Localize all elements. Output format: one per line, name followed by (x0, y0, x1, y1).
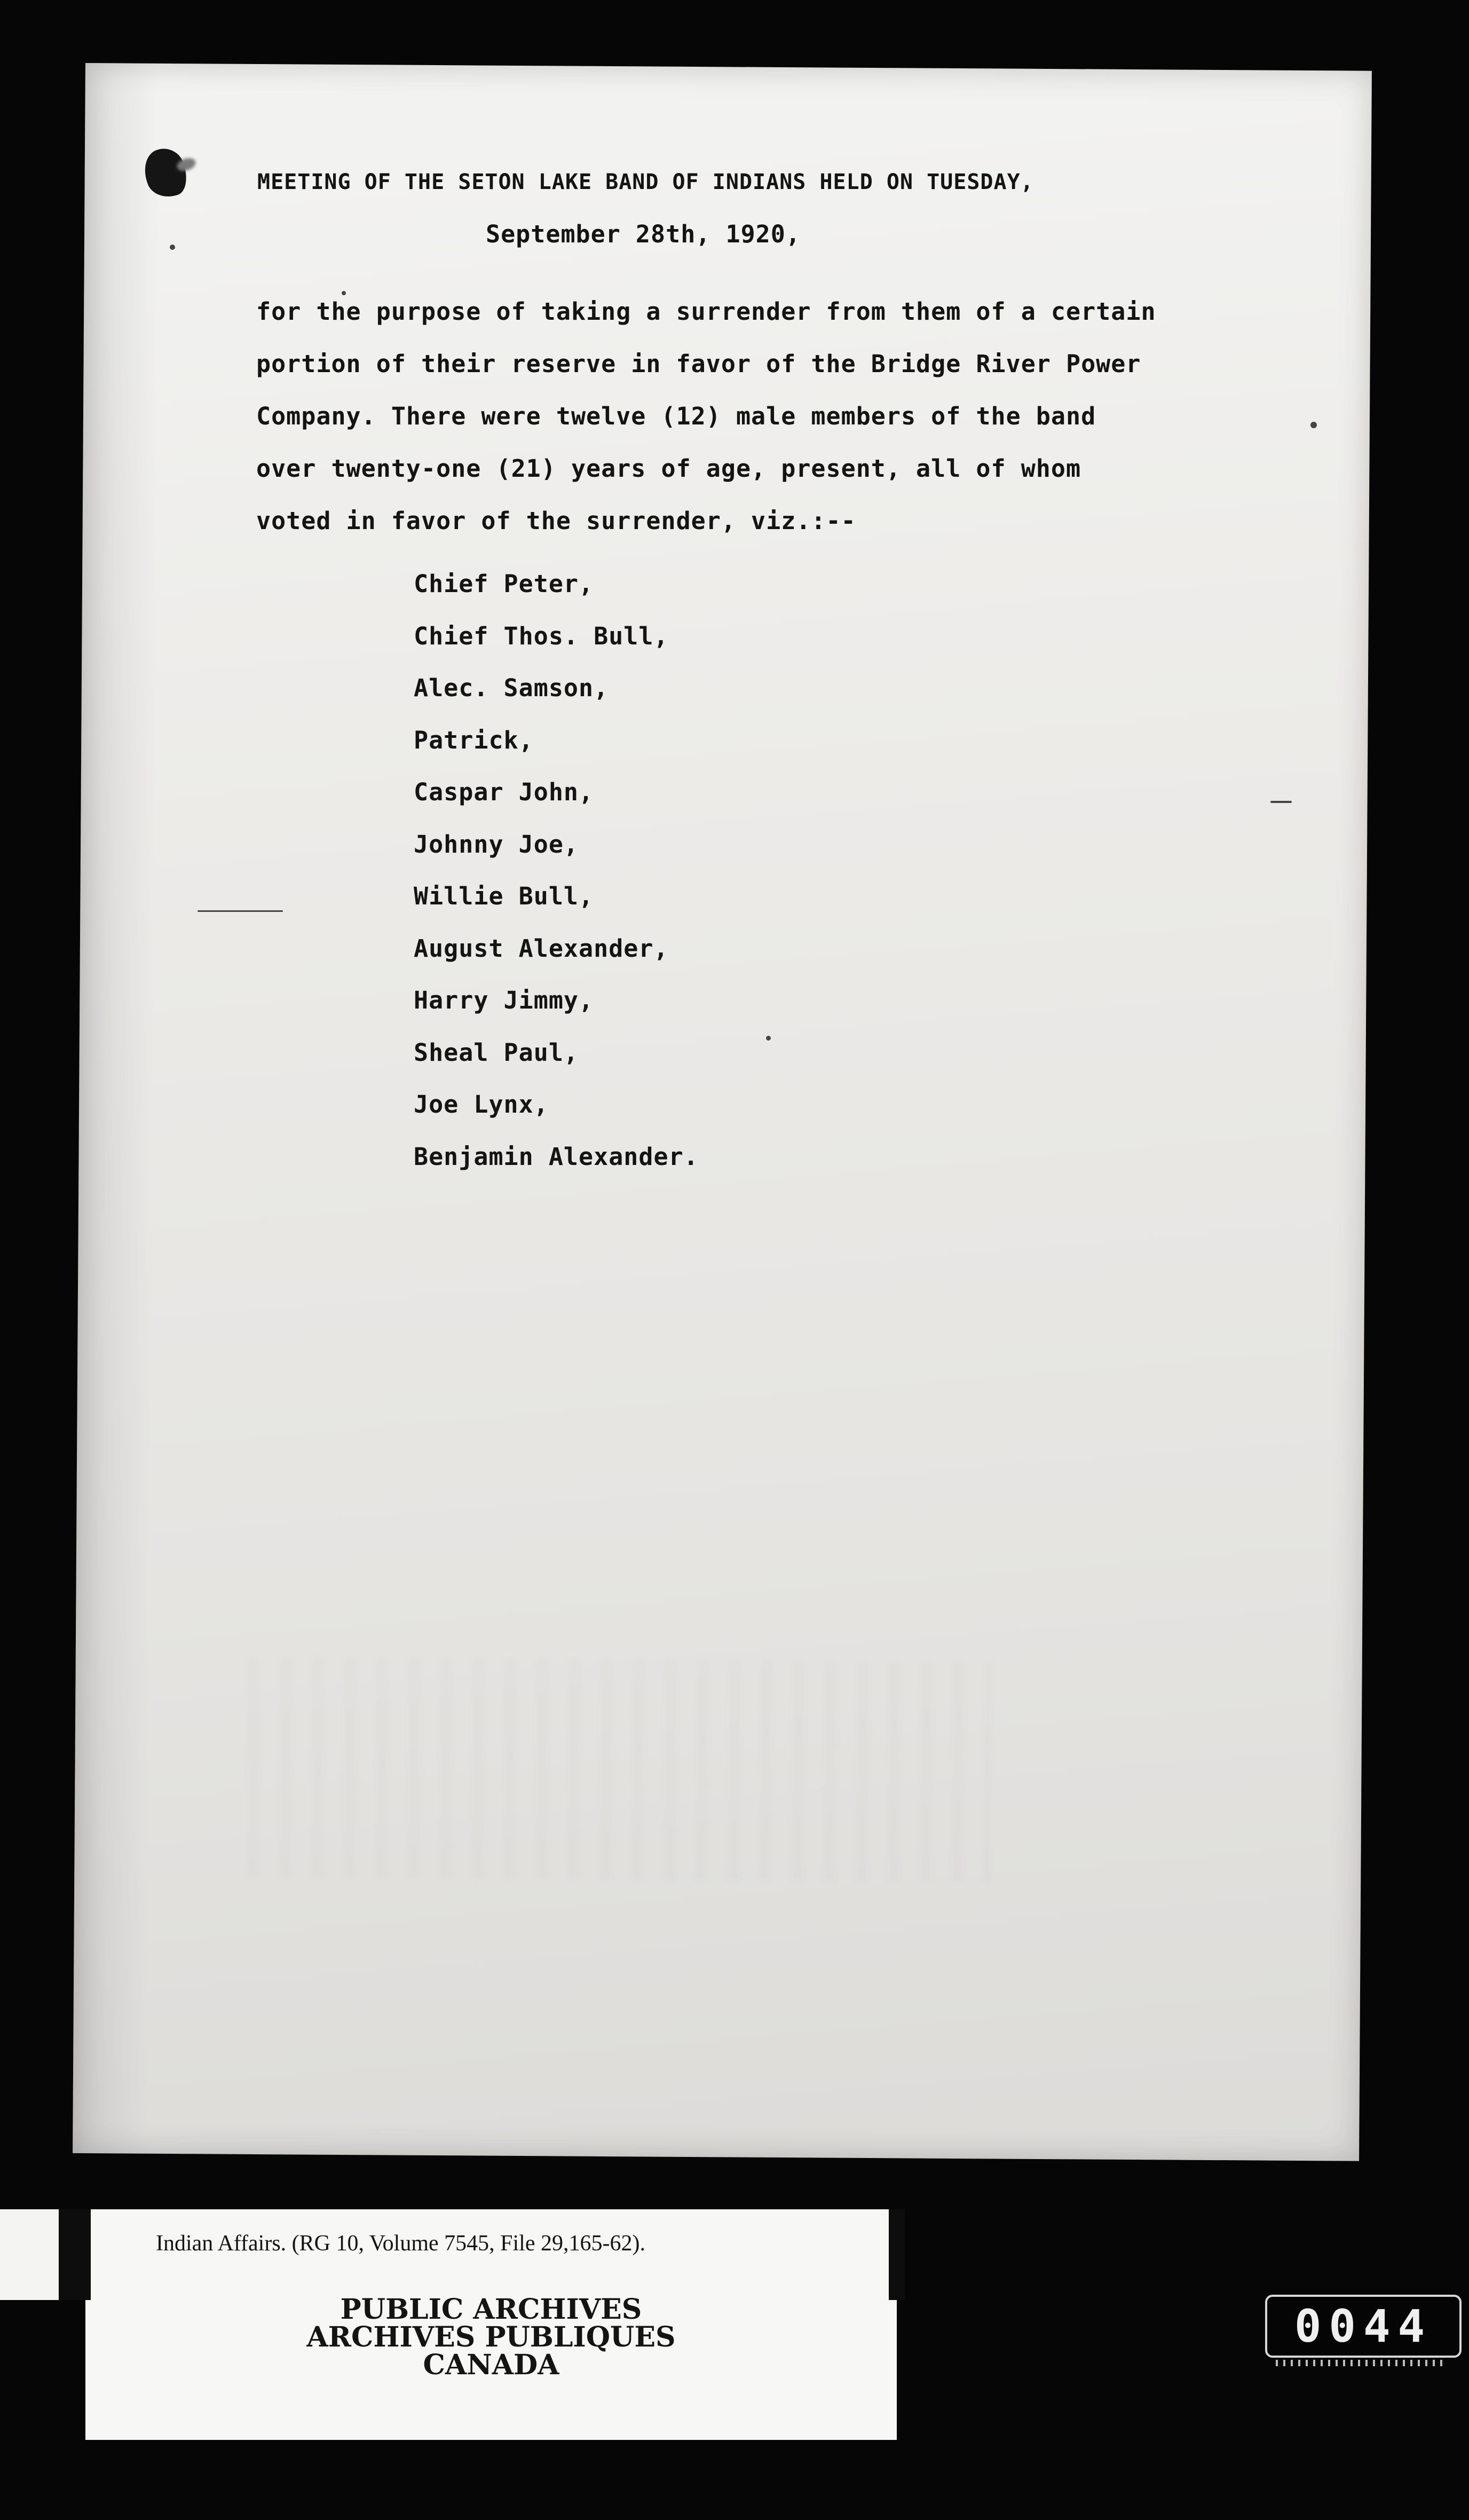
frame-number-box (1265, 2295, 1462, 2358)
frame-number: 0044 (1294, 2300, 1433, 2352)
bleed-through-text (245, 1655, 994, 1884)
paragraph-line: voted in favor of the surrender, viz.:-- (256, 507, 856, 535)
voter-name: August Alexander, (414, 934, 669, 963)
paragraph-line: Company. There were twelve (12) male members of the band (256, 402, 1096, 430)
paragraph-line: for the purpose of taking a surrender from them of a certain (256, 297, 1156, 326)
dust-speck (766, 1036, 771, 1041)
paragraph-line: portion of their reserve in favor of the Bridge River Power (256, 350, 1141, 378)
dust-speck (342, 291, 346, 295)
dust-speck (1310, 422, 1317, 428)
dust-speck (1270, 801, 1292, 803)
voter-name: Patrick, (414, 726, 534, 754)
label-edge (59, 2209, 91, 2300)
voter-name: Benjamin Alexander. (414, 1142, 699, 1171)
voter-name: Johnny Joe, (414, 830, 579, 859)
meeting-date: September 28th, 1920, (486, 220, 801, 248)
voter-name: Chief Peter, (414, 570, 594, 598)
paragraph-line: over twenty-one (21) years of age, present, all of whom (256, 454, 1081, 483)
voter-name: Chief Thos. Bull, (414, 621, 669, 650)
voter-name-list (414, 558, 699, 1183)
voter-name: Willie Bull, (414, 882, 594, 910)
dust-speck (170, 245, 175, 250)
frame-tick-marks (1276, 2360, 1447, 2366)
archives-line: PUBLIC ARCHIVES (340, 2293, 642, 2326)
voter-name: Sheal Paul, (414, 1038, 579, 1067)
voter-name: Joe Lynx, (414, 1090, 549, 1119)
voter-name: Alec. Samson, (414, 674, 609, 702)
archive-citation: Indian Affairs. (RG 10, Volume 7545, File 29,165-62). (156, 2231, 645, 2256)
meeting-heading: MEETING OF THE SETON LAKE BAND OF INDIANS HELD ON TUESDAY, (257, 170, 1034, 194)
dust-speck (198, 910, 283, 912)
archives-line: ARCHIVES PUBLIQUES (306, 2321, 676, 2353)
label-edge (889, 2209, 905, 2300)
voter-name: Harry Jimmy, (414, 986, 594, 1014)
voter-name: Caspar John, (414, 778, 594, 806)
archives-stamp (224, 2293, 758, 2381)
purpose-paragraph (256, 286, 1286, 547)
page-shading (73, 63, 160, 2154)
archives-line: CANADA (423, 2349, 559, 2381)
